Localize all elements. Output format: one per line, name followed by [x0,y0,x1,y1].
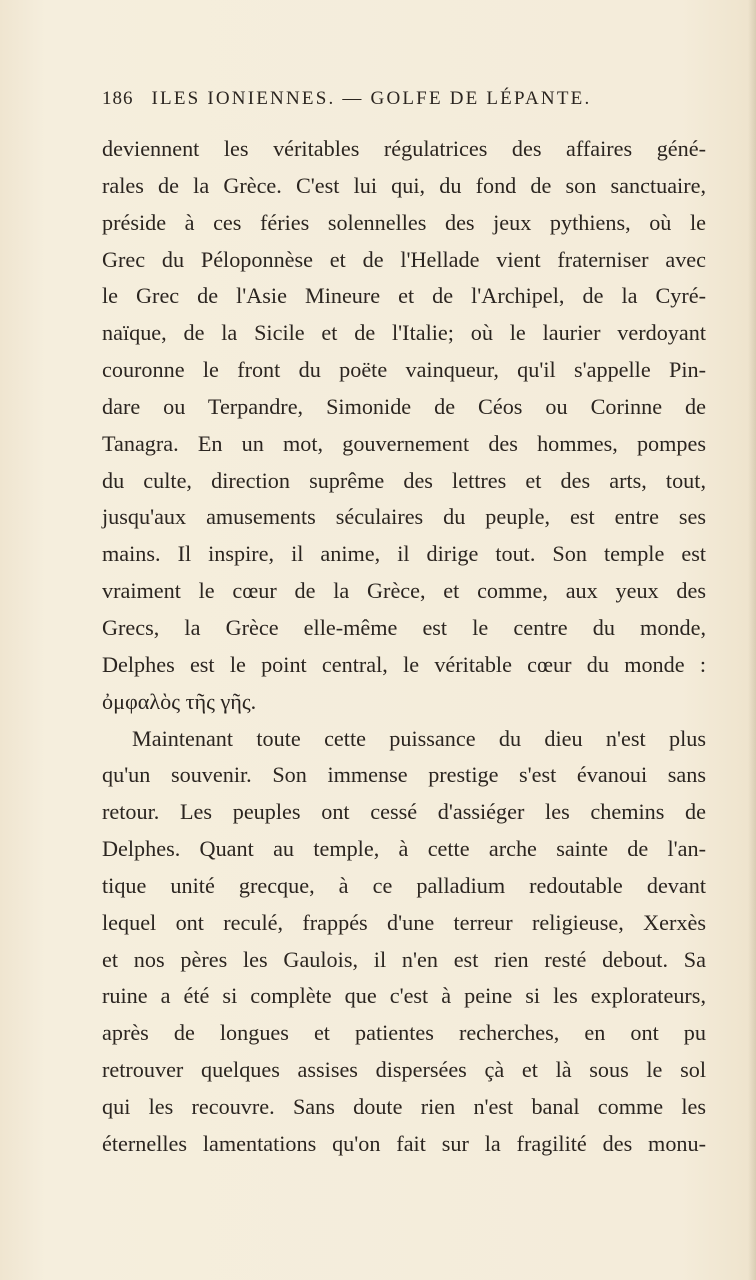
text-line: deviennent les véritables régulatrices des affaires géné- [102,136,706,161]
page-number: 186 [102,88,134,109]
text-line: vraiment le cœur de la Grèce, et comme, aux yeux des [102,578,706,604]
text-line: et nos pères les Gaulois, il n'en est rien resté debout. Sa [102,946,706,972]
text-line: ruine a été si complète que c'est à peine si les explorateurs, [102,983,706,1009]
text-line: retrouver quelques assises dispersées çà et là sous le sol [102,1057,706,1083]
text-line: le Grec de l'Asie Mineure et de l'Archipel, de la Cyré- [102,283,706,309]
text-line: Tanagra. En un mot, gouvernement des hommes, pompes [102,430,706,456]
text-line: Delphes est le point central, le véritable cœur du monde : [102,651,706,677]
text-line: éternelles lamentations qu'on fait sur la fragilité des monu- [102,1130,706,1156]
text-line: mains. Il inspire, il anime, il dirige tout. Son temple est [102,541,706,567]
text-line: couronne le front du poëte vainqueur, qu'il s'appelle Pin- [102,357,706,383]
text-line: préside à ces féries solennelles des jeux pythiens, où le [102,209,706,235]
text-line: qui les recouvre. Sans doute rien n'est banal comme les [102,1093,706,1119]
text-line: tique unité grecque, à ce palladium redoutable devant [102,872,706,898]
text-line: Grecs, la Grèce elle-même est le centre du monde, [102,614,706,640]
text-line: dare ou Terpandre, Simonide de Céos ou Corinne de [102,393,706,419]
text-line: lequel ont reculé, frappés d'une terreur religieuse, Xerxès [102,909,706,935]
text-line: du culte, direction suprême des lettres et des arts, tout, [102,467,706,493]
greek-quotation-line: ὀμφαλὸς τῆς γῆς. [102,688,257,714]
text-line: jusqu'aux amusements séculaires du peuple, est entre ses [102,504,706,530]
paragraph-first-line: Maintenant toute cette puissance du dieu n'est plus [132,725,706,751]
page-edge-shadow [748,0,756,1280]
running-title: ILES IONIENNES. — GOLFE DE LÉPANTE. [151,88,592,109]
text-line: Grec du Péloponnèse et de l'Hellade vient fraterniser avec [102,246,706,272]
text-line: Delphes. Quant au temple, à cette arche sainte de l'an- [102,836,706,862]
text-line: retour. Les peuples ont cessé d'assiéger les chemins de [102,799,706,825]
text-line: après de longues et patientes recherches, en ont pu [102,1020,706,1046]
text-line: rales de la Grèce. C'est lui qui, du fond de son sanctuaire, [102,172,706,198]
running-header [102,88,662,118]
text-line: naïque, de la Sicile et de l'Italie; où le laurier verdoyant [102,320,706,346]
body-text [102,131,706,1163]
text-line: qu'un souvenir. Son immense prestige s'est évanoui sans [102,762,706,788]
